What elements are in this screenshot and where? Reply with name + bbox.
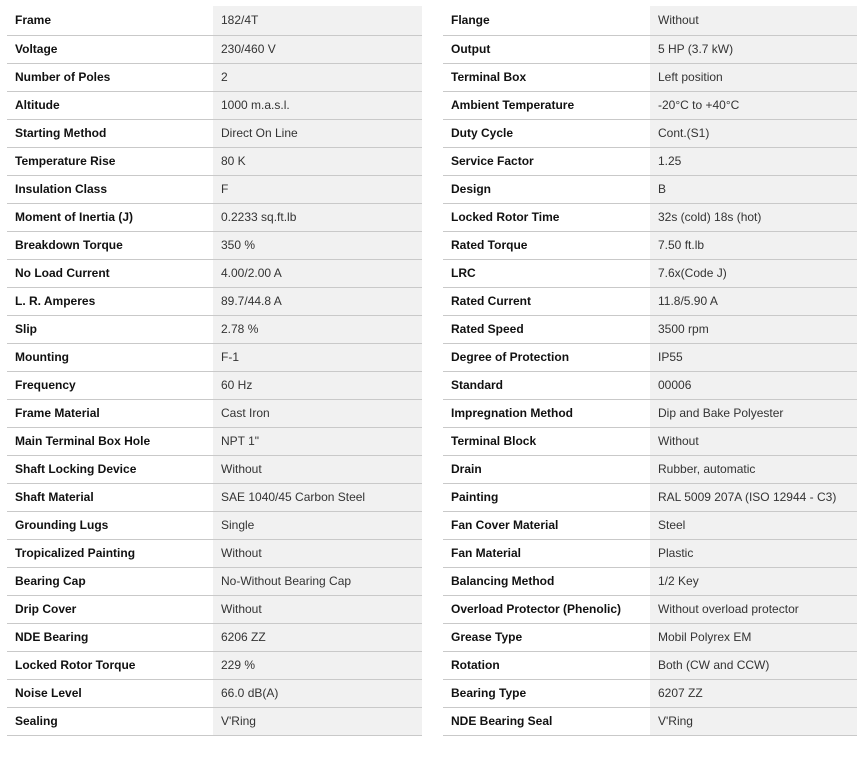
spec-row [7,119,422,147]
spec-value: 5 HP (3.7 kW) [650,35,857,63]
spec-label: Noise Level [7,679,213,707]
spec-label: Design [443,175,650,203]
spec-label: Temperature Rise [7,147,213,175]
spec-row [443,511,857,539]
spec-label: Painting [443,483,650,511]
spec-label: Grease Type [443,623,650,651]
spec-label: Locked Rotor Time [443,203,650,231]
spec-value: V'Ring [650,707,857,735]
spec-row [7,147,422,175]
spec-value: Rubber, automatic [650,455,857,483]
spec-label: Grounding Lugs [7,511,213,539]
spec-table-left [7,6,422,736]
spec-row [7,567,422,595]
spec-value: Direct On Line [213,119,422,147]
spec-value: 7.6x(Code J) [650,259,857,287]
spec-label: Degree of Protection [443,343,650,371]
spec-row [443,315,857,343]
spec-row [7,231,422,259]
spec-value: V'Ring [213,707,422,735]
spec-row [443,567,857,595]
spec-value: 182/4T [213,6,422,35]
spec-row [7,595,422,623]
spec-table-right [443,6,857,736]
spec-value: Single [213,511,422,539]
spec-label: Altitude [7,91,213,119]
spec-row [7,623,422,651]
spec-row [7,259,422,287]
spec-row [443,539,857,567]
spec-label: Breakdown Torque [7,231,213,259]
spec-value: No-Without Bearing Cap [213,567,422,595]
spec-row [7,35,422,63]
spec-value: SAE 1040/45 Carbon Steel [213,483,422,511]
spec-row [7,6,422,35]
spec-label: Rotation [443,651,650,679]
spec-label: Main Terminal Box Hole [7,427,213,455]
spec-value: Mobil Polyrex EM [650,623,857,651]
spec-value: 350 % [213,231,422,259]
spec-row [7,287,422,315]
spec-label: L. R. Amperes [7,287,213,315]
spec-value: Without [213,455,422,483]
spec-row [443,707,857,735]
spec-value: Steel [650,511,857,539]
spec-label: Service Factor [443,147,650,175]
spec-label: Rated Torque [443,231,650,259]
spec-value: 80 K [213,147,422,175]
spec-value: 3500 rpm [650,315,857,343]
spec-label: Flange [443,6,650,35]
spec-label: Fan Cover Material [443,511,650,539]
spec-label: Drain [443,455,650,483]
spec-value: RAL 5009 207A (ISO 12944 - C3) [650,483,857,511]
spec-row [7,63,422,91]
spec-row [443,679,857,707]
spec-label: Duty Cycle [443,119,650,147]
spec-value: 6206 ZZ [213,623,422,651]
spec-value: 7.50 ft.lb [650,231,857,259]
spec-value: 229 % [213,651,422,679]
spec-label: Bearing Cap [7,567,213,595]
spec-row [7,399,422,427]
spec-row [443,6,857,35]
spec-row [443,35,857,63]
spec-label: Frequency [7,371,213,399]
spec-value: 60 Hz [213,371,422,399]
spec-label: Drip Cover [7,595,213,623]
spec-label: NDE Bearing [7,623,213,651]
spec-label: Starting Method [7,119,213,147]
spec-row [443,287,857,315]
spec-row [7,455,422,483]
spec-row [7,91,422,119]
spec-label: Terminal Box [443,63,650,91]
spec-value: 00006 [650,371,857,399]
spec-row [7,539,422,567]
spec-label: Terminal Block [443,427,650,455]
spec-row [443,91,857,119]
spec-label: Ambient Temperature [443,91,650,119]
spec-value: Without [650,6,857,35]
spec-value: Without [213,539,422,567]
spec-value: 4.00/2.00 A [213,259,422,287]
spec-row [7,371,422,399]
spec-label: Rated Speed [443,315,650,343]
spec-label: Insulation Class [7,175,213,203]
spec-value: F [213,175,422,203]
spec-value: Plastic [650,539,857,567]
spec-label: Number of Poles [7,63,213,91]
spec-label: Moment of Inertia (J) [7,203,213,231]
spec-row [7,679,422,707]
spec-row [7,427,422,455]
spec-row [7,483,422,511]
spec-row [443,483,857,511]
spec-value: -20°C to +40°C [650,91,857,119]
spec-row [7,343,422,371]
spec-value: Both (CW and CCW) [650,651,857,679]
spec-label: Shaft Locking Device [7,455,213,483]
spec-label: Overload Protector (Phenolic) [443,595,650,623]
spec-label: Rated Current [443,287,650,315]
spec-label: Balancing Method [443,567,650,595]
spec-label: Impregnation Method [443,399,650,427]
spec-value: 66.0 dB(A) [213,679,422,707]
spec-value: Without [650,427,857,455]
spec-value: NPT 1" [213,427,422,455]
spec-label: Sealing [7,707,213,735]
spec-label: Mounting [7,343,213,371]
spec-row [7,203,422,231]
spec-row [7,651,422,679]
spec-value: 1.25 [650,147,857,175]
spec-row [443,203,857,231]
spec-value: Without [213,595,422,623]
spec-label: Shaft Material [7,483,213,511]
spec-value: 2 [213,63,422,91]
spec-value: IP55 [650,343,857,371]
spec-label: Bearing Type [443,679,650,707]
spec-row [7,707,422,735]
spec-row [443,147,857,175]
spec-row [443,175,857,203]
spec-label: Fan Material [443,539,650,567]
spec-value: 0.2233 sq.ft.lb [213,203,422,231]
spec-label: Slip [7,315,213,343]
spec-row [443,623,857,651]
spec-row [7,315,422,343]
spec-value: 1/2 Key [650,567,857,595]
spec-row [443,427,857,455]
spec-row [443,455,857,483]
spec-row [443,343,857,371]
spec-row [443,595,857,623]
spec-label: Output [443,35,650,63]
spec-row [443,399,857,427]
spec-value: Cont.(S1) [650,119,857,147]
spec-label: Voltage [7,35,213,63]
spec-value: F-1 [213,343,422,371]
spec-label: Frame [7,6,213,35]
spec-value: Dip and Bake Polyester [650,399,857,427]
spec-value: 230/460 V [213,35,422,63]
spec-row [443,651,857,679]
spec-label: Tropicalized Painting [7,539,213,567]
spec-value: 6207 ZZ [650,679,857,707]
spec-value: Cast Iron [213,399,422,427]
spec-value: Without overload protector [650,595,857,623]
spec-value: B [650,175,857,203]
spec-label: Standard [443,371,650,399]
spec-row [443,63,857,91]
spec-value: 1000 m.a.s.l. [213,91,422,119]
spec-label: Frame Material [7,399,213,427]
spec-row [443,371,857,399]
spec-label: No Load Current [7,259,213,287]
spec-row [443,119,857,147]
spec-row [443,231,857,259]
spec-row [7,175,422,203]
spec-value: 89.7/44.8 A [213,287,422,315]
spec-label: LRC [443,259,650,287]
spec-row [7,511,422,539]
spec-value: Left position [650,63,857,91]
spec-row [443,259,857,287]
spec-value: 32s (cold) 18s (hot) [650,203,857,231]
spec-value: 11.8/5.90 A [650,287,857,315]
spec-value: 2.78 % [213,315,422,343]
spec-label: Locked Rotor Torque [7,651,213,679]
spec-label: NDE Bearing Seal [443,707,650,735]
